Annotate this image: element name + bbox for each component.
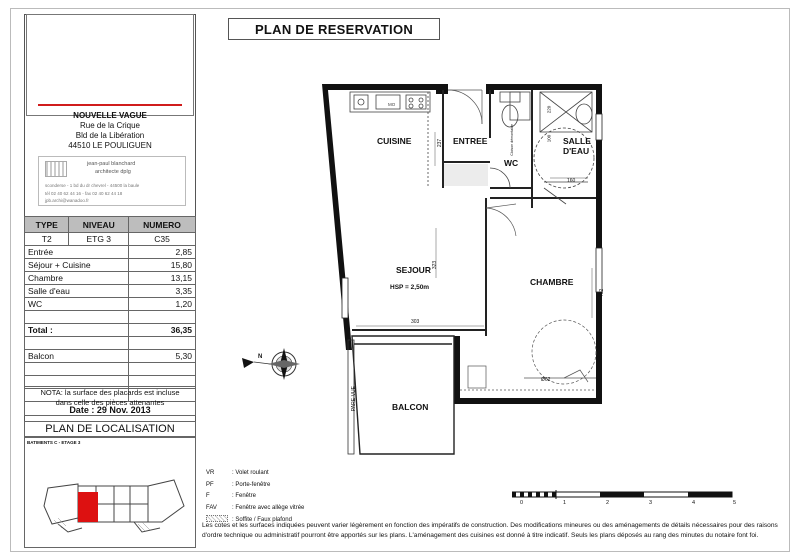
program-logo <box>26 14 194 116</box>
dim-100: 100 <box>546 134 552 143</box>
compass-label: N <box>258 354 263 360</box>
legend-item: F : Fenêtre <box>206 493 257 499</box>
dim-303: 303 <box>411 319 420 325</box>
scale-tick: 2 <box>606 500 610 506</box>
wall-south-west <box>454 336 460 404</box>
localisation-subtitle: BATIMENTS C - ETAGE 3 <box>27 440 81 445</box>
room-cuisine: CUISINE <box>377 136 412 146</box>
room-balcon: BALCON <box>392 402 429 412</box>
legend-item: FAV : Fenêtre avec allège vitrée <box>206 504 305 511</box>
dim-237: 237 <box>437 138 444 148</box>
col-type: TYPE <box>25 217 69 233</box>
architect-card <box>38 156 186 206</box>
architect-email: jpb.archi@wanadoo.fr <box>45 198 89 203</box>
address-line: Bld de la Libération <box>75 131 145 140</box>
legend <box>204 467 308 529</box>
total-row: Total : 36,35 <box>25 324 196 337</box>
program-address <box>24 111 196 151</box>
scale-tick: 0 <box>520 500 524 506</box>
scale-tick: 4 <box>692 500 696 506</box>
disclaimer: Les cotes et les surfaces indiquées peuvent varier légèrement en fonction des impératifs de construction. Des modifications mineures ou des aménagements de détails nécessaires pour des raisons d'ordre technique ou administratif pourront être apportés sur les plans. L'aménagement des cuisines est donné à titre indicatif. Seuls les plans déposés au rang des minutes du notaire font foi. <box>202 522 778 539</box>
table-row: Salle d'eau 3,35 <box>25 285 196 298</box>
table-row <box>25 337 196 350</box>
dim-062: Ø62 <box>541 377 551 383</box>
architect-address: sconderse - 1 bd du dr chevrel - 44500 la baule <box>45 183 140 188</box>
room-salle-2: D'EAU <box>563 146 590 156</box>
table-row: Entrée 2,85 <box>25 246 196 259</box>
tech-label: Cloison démontable <box>510 124 514 156</box>
scale-tick: 5 <box>733 500 737 506</box>
lot-niveau: ETG 3 <box>69 233 129 246</box>
legend-item: VR : Volet roulant <box>206 470 269 476</box>
table-row <box>25 363 196 376</box>
balcon-row: Balcon 5,30 <box>25 350 196 363</box>
table-row: WC 1,20 <box>25 298 196 311</box>
table-row: Chambre 13,15 <box>25 272 196 285</box>
dim-452: 452 <box>599 288 606 298</box>
table-row <box>25 311 196 324</box>
room-wc: WC <box>504 158 519 168</box>
localisation-map <box>34 462 190 540</box>
nota-note: NOTA: la surface des placards est incluse dans celle des pièces attenantes <box>24 386 196 416</box>
wall-south <box>454 398 602 404</box>
dim-220: 220 <box>546 105 552 114</box>
lot-highlight <box>78 492 98 522</box>
col-numero: NUMERO <box>129 217 196 233</box>
program-name: NOUVELLE VAGUE <box>73 111 147 120</box>
dim-323: 323 <box>432 260 439 270</box>
legend-item: : Soffite / Faux plafond <box>206 515 306 527</box>
col-niveau: NIVEAU <box>69 217 129 233</box>
room-entree: ENTREE <box>453 136 488 146</box>
page-title: PLAN DE RESERVATION <box>228 18 440 40</box>
wall-north-east <box>486 84 602 90</box>
address-line: Rue de la Crique <box>79 121 141 130</box>
scale-tick: 3 <box>649 500 653 506</box>
table-row: Séjour + Cuisine 15,80 <box>25 259 196 272</box>
lot-type: T2 <box>25 233 69 246</box>
localisation-title: PLAN DE LOCALISATION <box>24 421 196 437</box>
wall-west <box>322 84 448 350</box>
pare-vue-label: PARE-VUE <box>351 386 357 412</box>
lot-numero: C35 <box>129 233 196 246</box>
surface-table <box>24 216 196 402</box>
architect-logo <box>45 161 67 177</box>
room-sejour: SEJOUR <box>396 265 431 275</box>
compass-icon <box>240 340 308 386</box>
room-chambre: CHAMBRE <box>530 277 574 287</box>
scale-bar <box>512 488 742 508</box>
architect-title: architecte dplg <box>95 169 131 175</box>
dim-160: 160 <box>567 178 576 184</box>
room-hsp: HSP = 2,50m <box>390 284 430 291</box>
plan-date: Date : 29 Nov. 2013 <box>69 405 151 415</box>
logo-red-line <box>38 104 182 106</box>
scale-tick: 1 <box>563 500 567 506</box>
architect-name: jean-paul blanchard <box>87 161 136 167</box>
building-wing-right <box>148 480 184 522</box>
address-line: 44510 LE POULIGUEN <box>68 141 152 150</box>
legend-item: PF : Porte-fenêtre <box>206 481 271 488</box>
architect-contact: tél 02 40 62 44 16 - fax 02 40 62 44 18 <box>45 191 123 196</box>
mo-label: MO <box>388 102 396 107</box>
building-wing-left <box>44 484 78 524</box>
balcony-outline <box>352 336 454 454</box>
room-salle-1: SALLE <box>563 136 591 146</box>
